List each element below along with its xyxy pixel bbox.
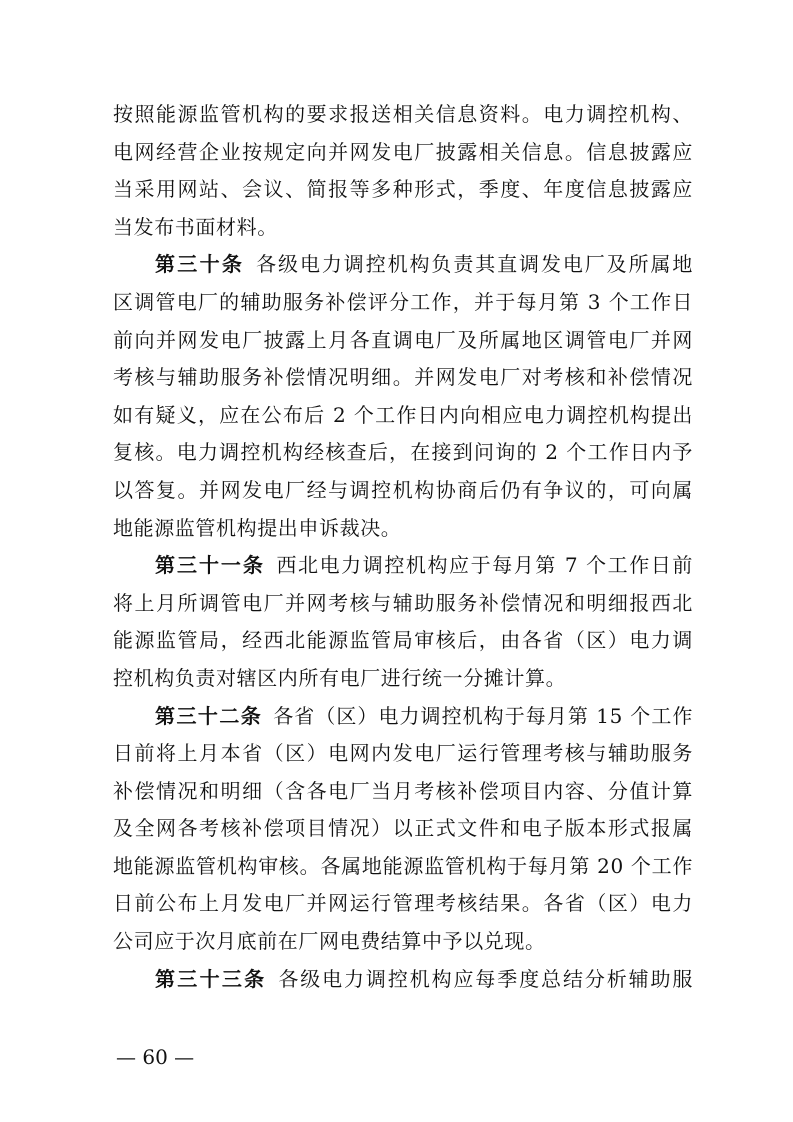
line-text: 公司应于次月底前在厂网电费结算中予以兑现。 bbox=[113, 929, 546, 954]
text-line bbox=[113, 96, 693, 134]
paragraph bbox=[113, 961, 693, 999]
body-text bbox=[113, 96, 693, 998]
line-text: 地能源监管机构提出申诉裁决。 bbox=[113, 515, 402, 540]
text-line bbox=[113, 397, 693, 435]
line-text: 各级电力调控机构应每季度总结分析辅助服 bbox=[277, 966, 694, 991]
article-title: 第三十二条 bbox=[155, 703, 263, 728]
text-line bbox=[113, 134, 693, 172]
paragraph bbox=[113, 246, 693, 547]
text-line bbox=[113, 246, 693, 284]
page-number: — 60 — bbox=[116, 1045, 195, 1069]
line-text: 补偿情况和明细（含各电厂当月考核补偿项目内容、分值计算 bbox=[113, 778, 693, 803]
text-line bbox=[113, 359, 693, 397]
text-line bbox=[113, 434, 693, 472]
article-title: 第三十条 bbox=[155, 252, 245, 277]
paragraph bbox=[113, 698, 693, 961]
text-line bbox=[113, 622, 693, 660]
paragraph bbox=[113, 96, 693, 246]
line-text: 当发布书面材料。 bbox=[113, 214, 278, 239]
line-text: 及全网各考核补偿项目情况）以正式文件和电子版本形式报属 bbox=[113, 816, 693, 841]
line-text: 区调管电厂的辅助服务补偿评分工作，并于每月第 3 个工作日 bbox=[113, 289, 693, 314]
line-text: 能源监管局，经西北能源监管局审核后，由各省（区）电力调 bbox=[113, 628, 693, 653]
line-text: 以答复。并网发电厂经与调控机构协商后仍有争议的，可向属 bbox=[113, 477, 693, 502]
text-line bbox=[113, 660, 693, 698]
line-text: 将上月所调管电厂并网考核与辅助服务补偿情况和明细报西北 bbox=[113, 590, 693, 615]
line-text: 西北电力调控机构应于每月第 7 个工作日前 bbox=[275, 553, 693, 578]
line-text: 日前将上月本省（区）电网内发电厂运行管理考核与辅助服务 bbox=[113, 741, 693, 766]
line-text: 如有疑义，应在公布后 2 个工作日内向相应电力调控机构提出 bbox=[113, 402, 693, 427]
line-text: 电网经营企业按规定向并网发电厂披露相关信息。信息披露应 bbox=[113, 139, 693, 164]
text-line bbox=[113, 547, 693, 585]
line-text: 按照能源监管机构的要求报送相关信息资料。电力调控机构、 bbox=[113, 102, 693, 126]
text-line bbox=[113, 885, 693, 923]
text-line bbox=[113, 735, 693, 773]
line-text: 复核。电力调控机构经核查后，在接到问询的 2 个工作日内予 bbox=[113, 440, 693, 465]
line-text: 考核与辅助服务补偿情况明细。并网发电厂对考核和补偿情况 bbox=[113, 365, 693, 390]
text-line bbox=[113, 923, 693, 961]
text-line bbox=[113, 773, 693, 811]
line-text: 地能源监管机构审核。各属地能源监管机构于每月第 20 个工作 bbox=[113, 853, 693, 878]
text-line bbox=[113, 848, 693, 886]
text-line bbox=[113, 585, 693, 623]
text-line bbox=[113, 510, 693, 548]
line-text: 控机构负责对辖区内所有电厂进行统一分摊计算。 bbox=[113, 665, 567, 690]
line-text: 当采用网站、会议、简报等多种形式，季度、年度信息披露应 bbox=[113, 177, 693, 202]
line-text: 前向并网发电厂披露上月各直调电厂及所属地区调管电厂并网 bbox=[113, 327, 693, 352]
article-title: 第三十一条 bbox=[155, 553, 265, 578]
text-line bbox=[113, 171, 693, 209]
text-line bbox=[113, 209, 693, 247]
text-line bbox=[113, 698, 693, 736]
text-line bbox=[113, 322, 693, 360]
line-text: 各省（区）电力调控机构于每月第 15 个工作 bbox=[272, 703, 693, 728]
text-line bbox=[113, 810, 693, 848]
text-line bbox=[113, 284, 693, 322]
paragraph bbox=[113, 547, 693, 697]
article-title: 第三十三条 bbox=[155, 966, 267, 991]
text-line bbox=[113, 961, 693, 999]
line-text: 各级电力调控机构负责其直调发电厂及所属地 bbox=[254, 252, 694, 277]
line-text: 日前公布上月发电厂并网运行管理考核结果。各省（区）电力 bbox=[113, 891, 693, 916]
text-line bbox=[113, 472, 693, 510]
